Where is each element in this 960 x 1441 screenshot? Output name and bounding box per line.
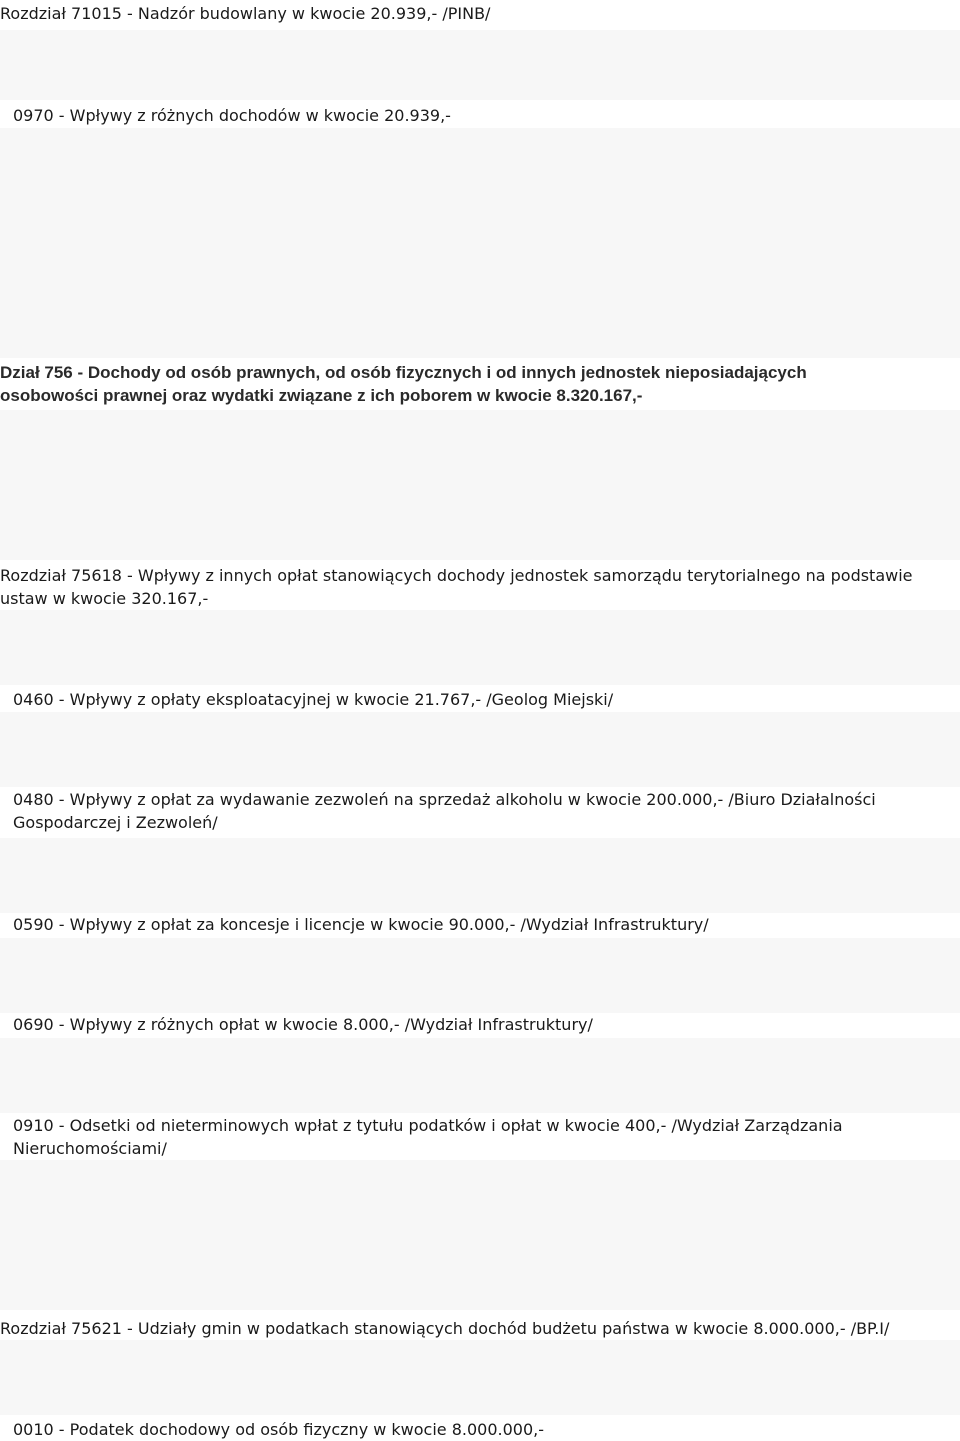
revenue-item-0480: 0480 - Wpływy z opłat za wydawanie zezwoleń na sprzedaż alkoholu w kwocie 200.000,- /Biuro Działalności Gospodarczej i Zezwoleń/ — [13, 790, 876, 832]
background-band — [0, 410, 960, 560]
background-band — [0, 1160, 960, 1310]
section-heading-75618: Rozdział 75618 - Wpływy z innych opłat stanowiących dochody jednostek samorządu terytorialnego na podstawie ustaw w kwocie 320.167,- — [0, 566, 913, 608]
revenue-item-0690: 0690 - Wpływy z różnych opłat w kwocie 8.000,- /Wydział Infrastruktury/ — [13, 1015, 593, 1034]
section-heading-75621: Rozdział 75621 - Udziały gmin w podatkach stanowiących dochód budżetu państwa w kwocie 8.000.000,- /BP.I/ — [0, 1319, 890, 1338]
background-band — [0, 938, 960, 1013]
background-band — [0, 1038, 960, 1113]
background-band — [0, 610, 960, 685]
revenue-item-0460: 0460 - Wpływy z opłaty eksploatacyjnej w kwocie 21.767,- /Geolog Miejski/ — [13, 690, 614, 709]
background-band — [0, 712, 960, 787]
revenue-item-0590: 0590 - Wpływy z opłat za koncesje i licencje w kwocie 90.000,- /Wydział Infrastruktury/ — [13, 915, 709, 934]
revenue-item-0010: 0010 - Podatek dochodowy od osób fizyczny w kwocie 8.000.000,- — [13, 1420, 545, 1439]
section-heading-71015: Rozdział 71015 - Nadzór budowlany w kwocie 20.939,- /PINB/ — [0, 4, 491, 23]
background-band — [0, 1340, 960, 1415]
background-band — [0, 128, 960, 358]
division-heading-756: Dział 756 - Dochody od osób prawnych, od osób fizycznych i od innych jednostek nieposiadających osobowości prawnej oraz wydatki związane z ich poborem w kwocie 8.320.167,- — [0, 363, 807, 405]
background-band — [0, 838, 960, 913]
revenue-item-0970: 0970 - Wpływy z różnych dochodów w kwocie 20.939,- — [13, 106, 451, 125]
revenue-item-0910: 0910 - Odsetki od nieterminowych wpłat z tytułu podatków i opłat w kwocie 400,- /Wydział Zarządzania Nieruchomościami/ — [13, 1116, 843, 1158]
background-band — [0, 30, 960, 100]
